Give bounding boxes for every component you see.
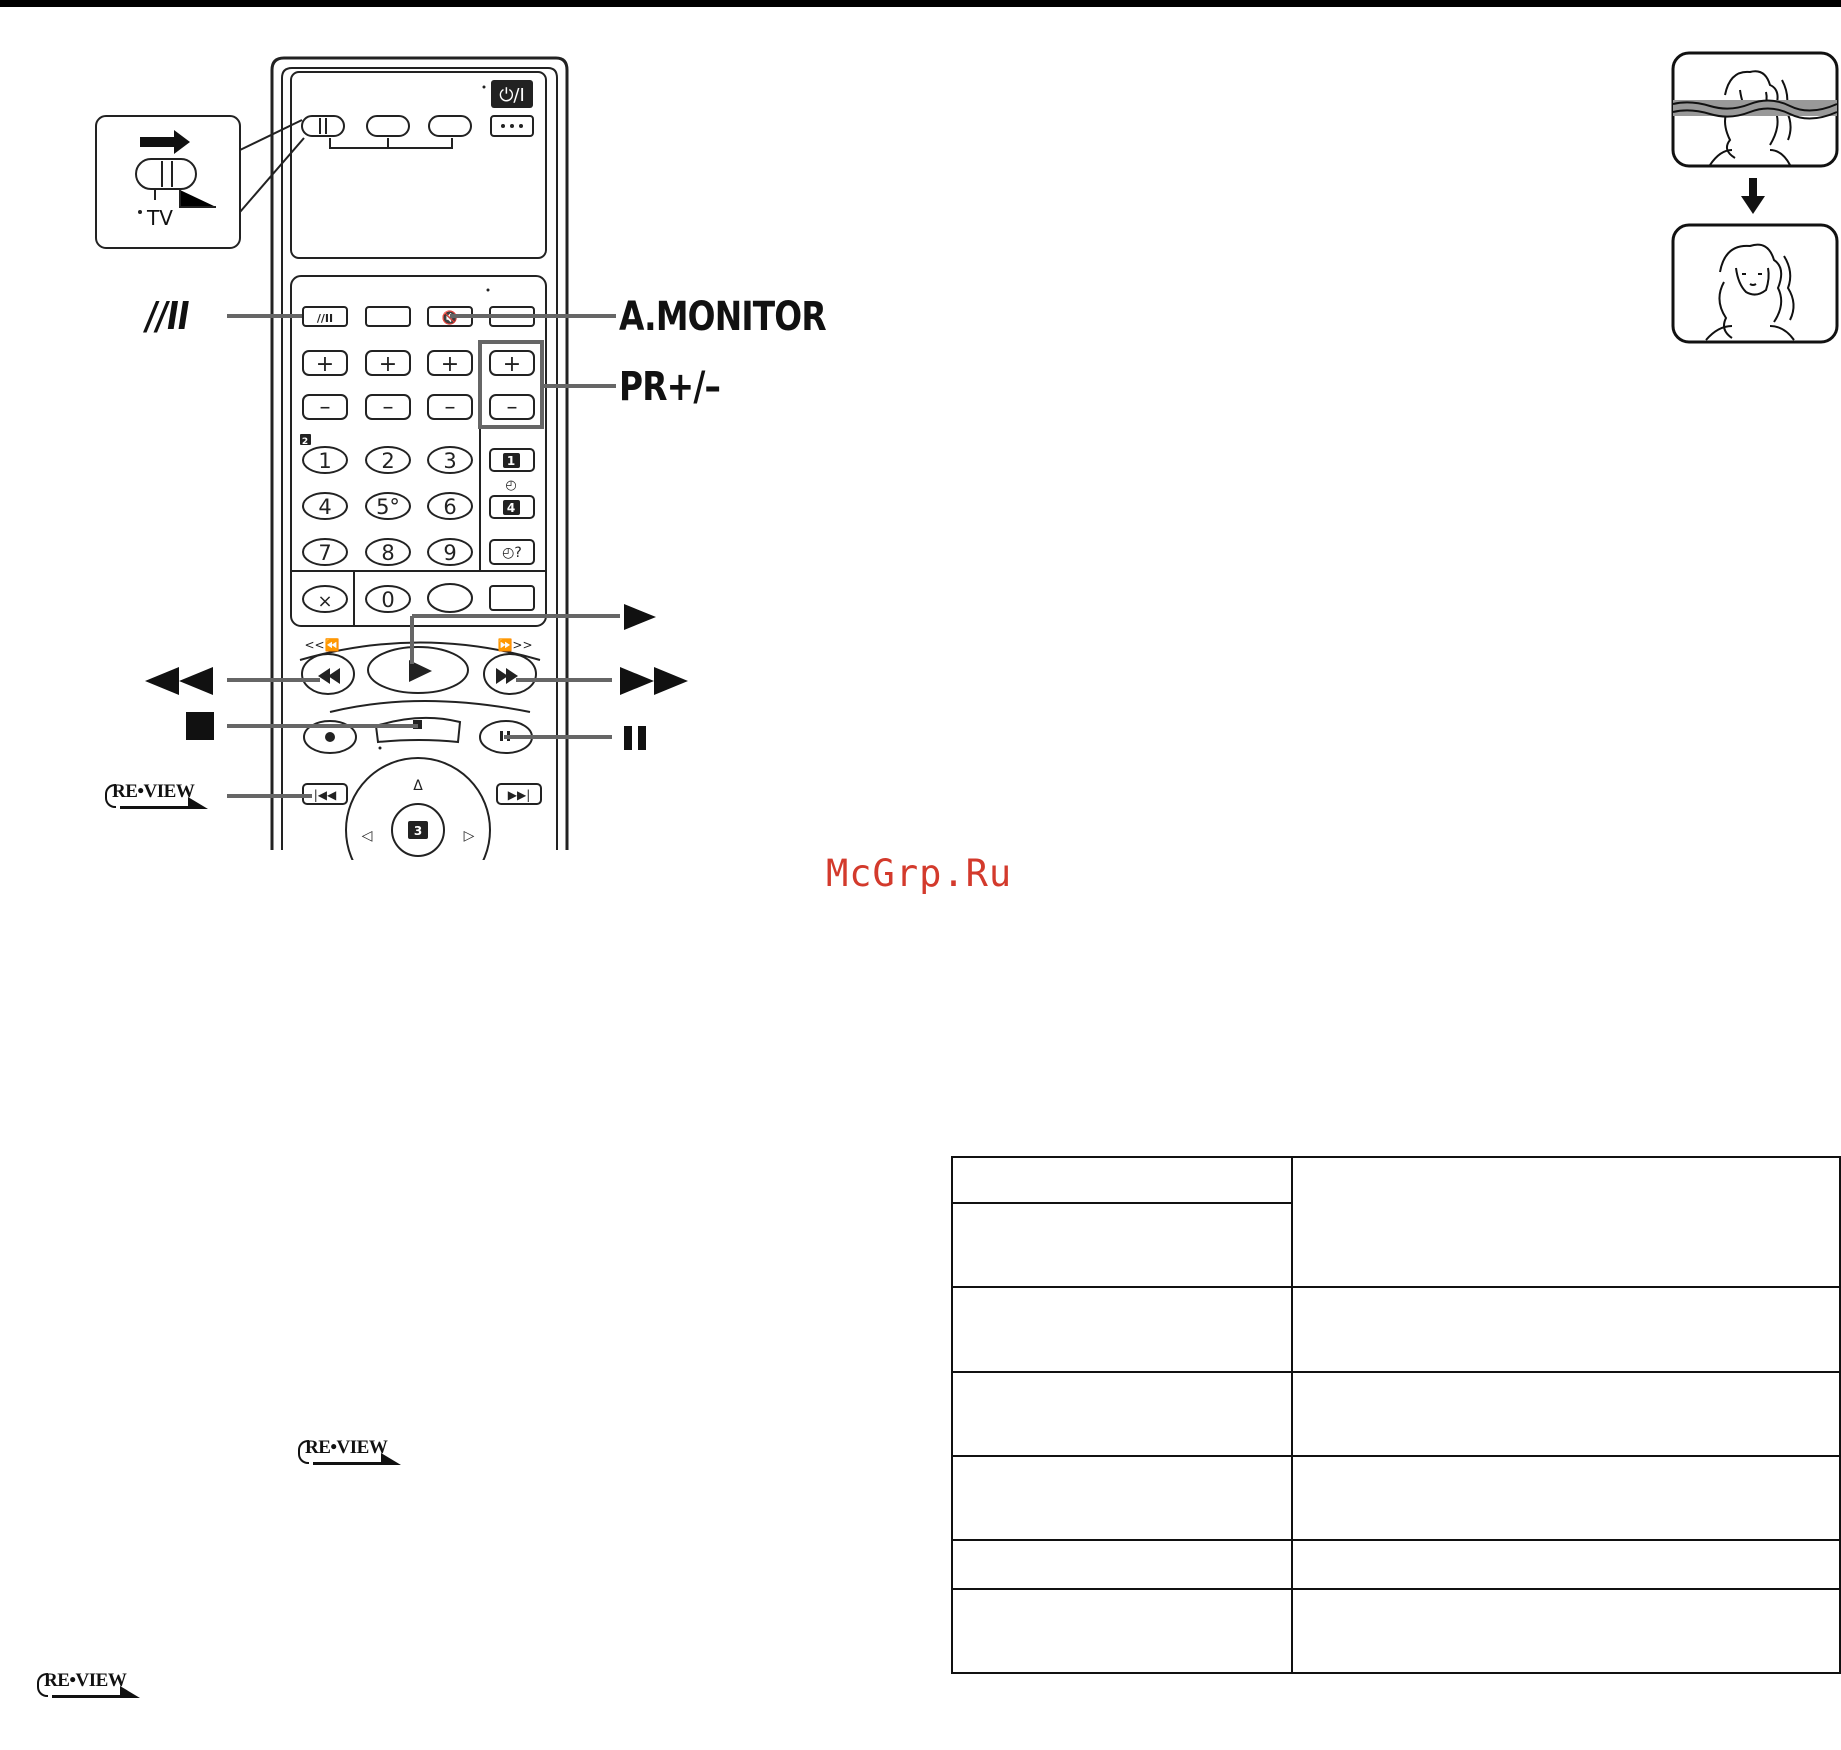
tv-switch-inset (90, 110, 350, 260)
tv-screen-clear (1670, 222, 1840, 346)
table-row (952, 1589, 1840, 1673)
svg-text://II: //II (316, 312, 334, 325)
svg-text:3: 3 (443, 449, 457, 473)
pr-plus-minus-label: PR+/– (619, 364, 721, 410)
fast-forward-icon (618, 665, 690, 697)
svg-text:–: – (382, 395, 394, 420)
svg-text:+: + (502, 352, 522, 377)
svg-text:5°: 5° (376, 495, 400, 519)
table-row (952, 1456, 1840, 1540)
svg-text:–: – (444, 395, 456, 420)
svg-text:4: 4 (506, 501, 516, 515)
svg-text:◴?: ◴? (502, 545, 522, 561)
svg-text:–: – (506, 395, 518, 420)
svg-text:+: + (440, 352, 460, 377)
svg-text:◴: ◴ (505, 478, 517, 493)
play-icon (622, 602, 658, 632)
svg-text:9: 9 (443, 541, 457, 565)
svg-text:2: 2 (381, 449, 395, 473)
watermark: McGrp.Ru (826, 852, 1013, 895)
pause-icon (622, 724, 650, 752)
table-row (952, 1540, 1840, 1588)
svg-text:+: + (315, 352, 335, 377)
review-logo-footer: RE•VIEW (44, 1670, 126, 1692)
down-arrow-icon (1741, 176, 1765, 216)
svg-text:8: 8 (381, 541, 395, 565)
svg-text:◁: ◁ (361, 828, 373, 844)
svg-text:3: 3 (413, 824, 423, 838)
a-monitor-label: A.MONITOR (619, 294, 826, 340)
review-label-remote: RE•VIEW (112, 781, 194, 803)
table-row (952, 1372, 1840, 1456)
svg-text:×: × (317, 591, 333, 612)
svg-text:7: 7 (318, 541, 332, 565)
spec-table (951, 1156, 1841, 1674)
svg-text:–: – (319, 395, 331, 420)
svg-text:<<⏪: <<⏪ (304, 638, 340, 652)
svg-text:6: 6 (443, 495, 457, 519)
svg-text:1: 1 (318, 449, 332, 473)
rewind-icon (143, 665, 215, 697)
slash-key-icon: //II (146, 294, 189, 338)
svg-text:|◀◀: |◀◀ (313, 788, 337, 802)
svg-text:▷: ▷ (463, 828, 475, 844)
svg-text:2: 2 (301, 437, 309, 447)
tv-screen-noisy (1670, 50, 1840, 170)
review-logo-inline: RE•VIEW (305, 1437, 387, 1459)
stop-icon (186, 712, 214, 740)
svg-text:1: 1 (506, 454, 516, 468)
table-row (952, 1287, 1840, 1371)
svg-text:⏻/I: ⏻/I (499, 85, 525, 106)
tv-switch-label: TV (147, 206, 173, 230)
svg-text:4: 4 (318, 495, 332, 519)
svg-text:+: + (378, 352, 398, 377)
svg-text:⏩>>: ⏩>> (497, 638, 533, 652)
svg-text:🔇: 🔇 (441, 311, 459, 326)
svg-text:0: 0 (381, 588, 395, 612)
svg-text:Δ: Δ (413, 778, 423, 794)
svg-text:▶▶|: ▶▶| (507, 788, 531, 802)
table-row (952, 1157, 1840, 1203)
